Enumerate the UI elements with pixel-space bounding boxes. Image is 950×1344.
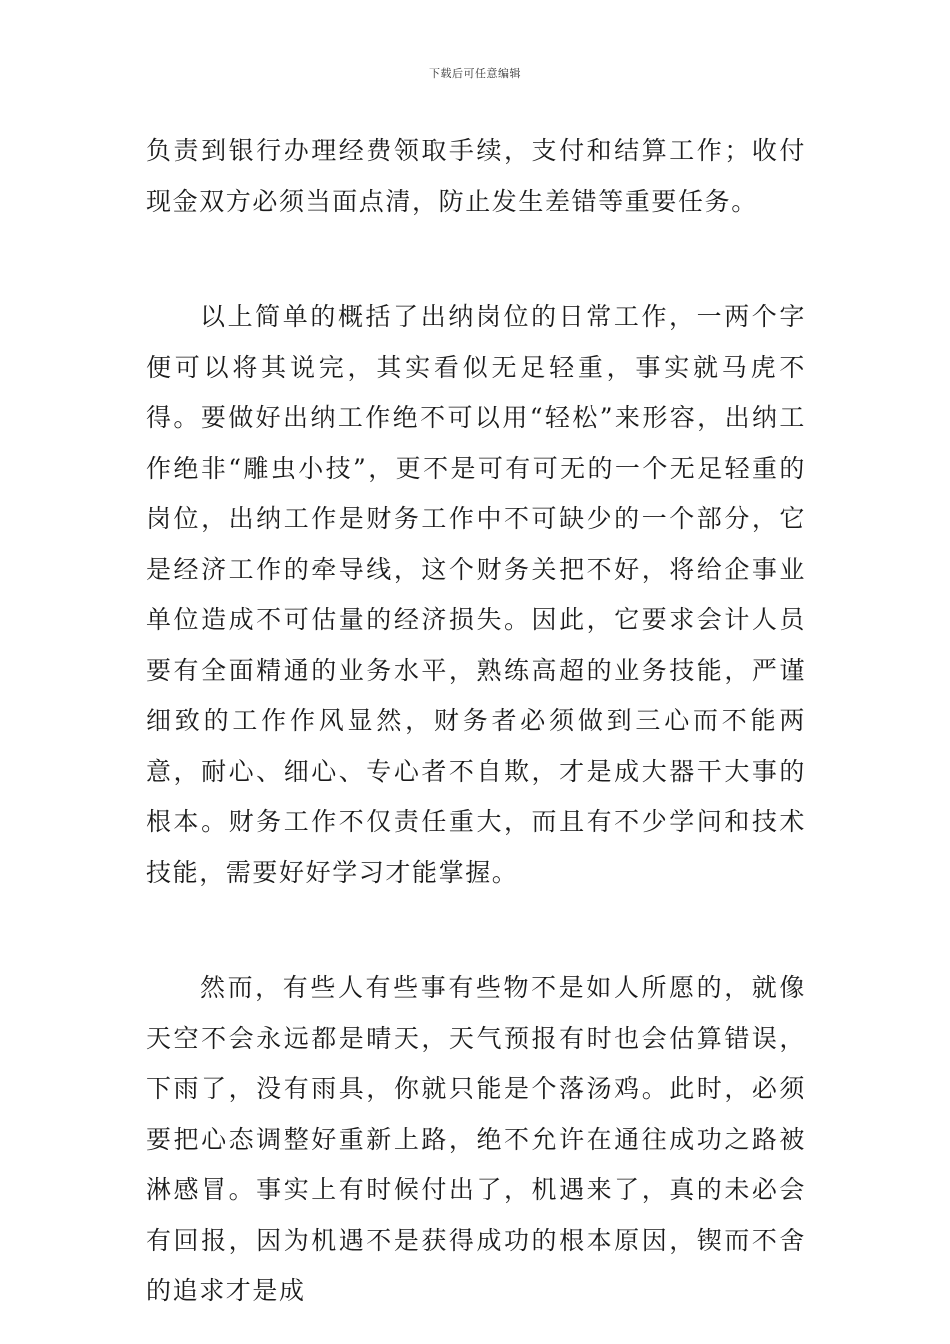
paragraph-3: 然而，有些人有些事有些物不是如人所愿的，就像天空不会永远都是晴天，天气预报有时也会估算错误，下雨了，没有雨具，你就只能是个落汤鸡。此时，必须要把心态调整好重新上路，绝不允许在通往成功之路被淋感冒。事实上有时候付出了，机遇来了，真的未必会有回报，因为机遇不是获得成功的根本原因，锲而不舍的追求才是成 xyxy=(146,973,806,1305)
paragraph-1: 负责到银行办理经费领取手续，支付和结算工作；收付现金双方必须当面点清，防止发生差错等重要任务。 xyxy=(146,136,806,216)
document-body xyxy=(146,126,806,1317)
paragraph-2: 以上简单的概括了出纳岗位的日常工作，一两个字便可以将其说完，其实看似无足轻重，事实就马虎不得。要做好出纳工作绝不可以用“轻松”来形容，出纳工作绝非“雕虫小技”，更不是可有可无的一个无足轻重的岗位，出纳工作是财务工作中不可缺少的一个部分，它是经济工作的牵导线，这个财务关把不好，将给企事业单位造成不可估量的经济损失。因此，它要求会计人员要有全面精通的业务水平，熟练高超的业务技能，严谨细致的工作作风显然，财务者必须做到三心而不能两意，耐心、细心、专心者不自欺，才是成大器干大事的根本。财务工作不仅责任重大，而且有不少学问和技术技能，需要好好学习才能掌握。 xyxy=(146,302,806,887)
header-note: 下载后可任意编辑 xyxy=(429,67,521,80)
